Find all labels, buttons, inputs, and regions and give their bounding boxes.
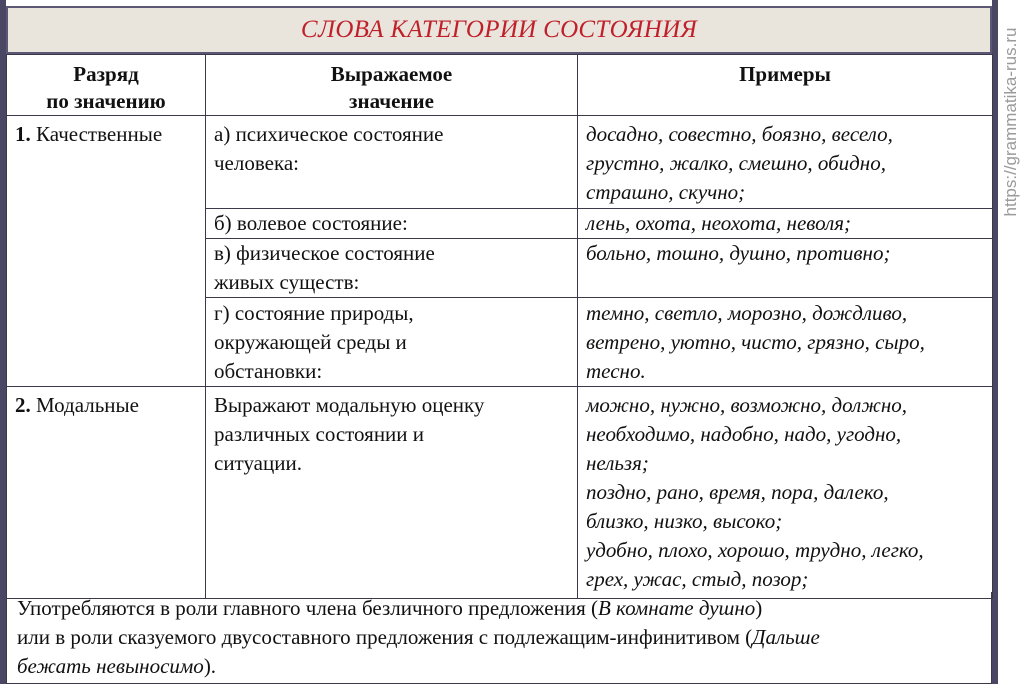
category-number: 2. [15, 393, 31, 417]
category-number: 1. [15, 122, 31, 146]
usage-note [6, 592, 992, 684]
usage-note-example: В комнате душно [597, 596, 756, 620]
site-watermark [998, 0, 1024, 684]
category-modal [7, 387, 206, 599]
categories-table [6, 54, 993, 599]
category-label: Модальные [30, 393, 139, 417]
examples-cell: темно, светло, морозно, дождливо, ветрено, уютно, чисто, грязно, сыро, тесно. [578, 298, 993, 387]
meaning-cell: а) психическое состояние человека: [206, 116, 578, 209]
table-title [6, 6, 992, 54]
meaning-cell: г) состояние природы, окружающей среды и обстановки: [206, 298, 578, 387]
usage-note-example: Дальше бежать невыносимо [17, 625, 820, 678]
header-row [7, 55, 993, 116]
table-row [7, 387, 993, 599]
meaning-cell: в) физическое состояние живых существ: [206, 239, 578, 298]
category-label: Качественные [30, 122, 163, 146]
table-row [7, 116, 993, 209]
watermark-text: https://grammatika-rus.ru [1001, 27, 1020, 217]
examples-cell: досадно, совестно, боязно, весело, грустно, жалко, смешно, обидно, страшно, скучно; [578, 116, 993, 209]
category-qualitative [7, 116, 206, 387]
examples-cell: лень, охота, неохота, неволя; [578, 209, 993, 239]
header-examples: Примеры [578, 55, 993, 116]
header-meaning: Выражаемое значение [206, 55, 578, 116]
examples-cell: можно, нужно, возможно, должно, необходимо, надобно, надо, угодно, нельзя; поздно, рано, время, пора, далеко, близко, низко, высоко; удобно, плохо, хорошо, трудно, легко, грех, ужас, стыд, позор; [578, 387, 993, 599]
meaning-cell: Выражают модальную оценку различных состоянии и ситуации. [206, 387, 578, 599]
examples-cell: больно, тошно, душно, противно; [578, 239, 993, 298]
usage-note-text: ) или в роли сказуемого двусоставного предложения с подлежащим-инфинитивом ( [17, 596, 763, 649]
usage-note-text: Употребляются в роли главного члена безличного предложения ( [17, 596, 598, 620]
header-category: Разряд по значению [7, 55, 206, 116]
table-title-text: СЛОВА КАТЕГОРИИ СОСТОЯНИЯ [300, 16, 698, 43]
meaning-cell: б) волевое состояние: [206, 209, 578, 239]
usage-note-text: ). [203, 654, 217, 678]
